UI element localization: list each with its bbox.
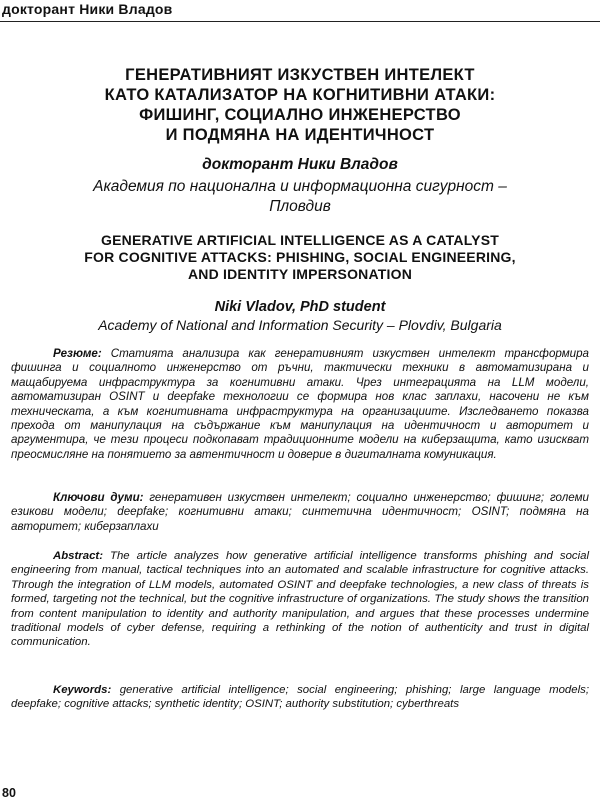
bulgarian-abstract xyxy=(11,347,589,462)
english-abstract xyxy=(11,549,589,650)
bulgarian-title-line: ГЕНЕРАТИВНИЯТ ИЗКУСТВЕН ИНТЕЛЕКТ xyxy=(125,66,475,84)
bulgarian-author: докторант Ники Владов xyxy=(202,156,398,173)
english-affiliation: Academy of National and Information Security – Plovdiv, Bulgaria xyxy=(98,317,502,333)
english-author: Niki Vladov, PhD student xyxy=(214,299,386,315)
bulgarian-abstract-text: Статията анализира как генеративният изкуствен интелект трансформира фишинга и социалното инженерство от ръчни, тактически техники в автоматизирана и мащабируема инфраструктура за когнитивни атаки. Чрез интеграцията на LLM модели, автоматизиран OSINT и deepfake технологии се формира нов клас заплахи, насочени не към техническата, а към когнитивната инфраструктура на организациите. Изследването показва прехода от манипулация на съдържание към манипулация на идентичност и авторитет и аргументира, че тези процеси подкопават традиционните модели на киберзащита, като изискват преосмисляне на понятието за автентичност и доверие в дигиталната комуникация. xyxy=(11,347,589,461)
bulgarian-title xyxy=(20,65,580,145)
page-number: 80 xyxy=(2,786,16,800)
bulgarian-keywords-label: Ключови думи: xyxy=(53,491,144,504)
english-keywords-text: generative artificial intelligence; social engineering; phishing; large language models; deepfake; cognitive attacks; synthetic identity; OSINT; authority substitution; cyberthreats xyxy=(11,684,589,711)
running-header-title: докторант Ники Владов xyxy=(2,1,173,17)
english-title-line: FOR COGNITIVE ATTACKS: PHISHING, SOCIAL ENGINEERING, xyxy=(84,249,516,265)
bulgarian-affiliation xyxy=(20,177,580,217)
bulgarian-affiliation-line: Академия по национална и информационна сигурност – xyxy=(93,178,507,195)
bulgarian-title-line: И ПОДМЯНА НА ИДЕНТИЧНОСТ xyxy=(165,126,435,144)
running-header xyxy=(0,0,600,22)
english-keywords xyxy=(11,683,589,712)
english-title-line: GENERATIVE ARTIFICIAL INTELLIGENCE AS A CATALYST xyxy=(101,232,499,248)
english-keywords-label: Keywords: xyxy=(53,684,112,696)
bulgarian-affiliation-line: Пловдив xyxy=(269,198,331,215)
bulgarian-abstract-label: Резюме: xyxy=(53,347,102,360)
bulgarian-keywords xyxy=(11,491,589,534)
bulgarian-keywords-text: генеративен изкуствен интелект; социално инженерство; фишинг; големи езикови модели; deepfake; когнитивни атаки; синтетична идентичност; OSINT; подмяна на авторитет; киберзаплахи xyxy=(11,491,589,533)
english-title-line: AND IDENTITY IMPERSONATION xyxy=(187,266,413,282)
english-abstract-label: Abstract: xyxy=(53,550,104,562)
bulgarian-title-line: КАТО КАТАЛИЗАТОР НА КОГНИТИВНИ АТАКИ: xyxy=(104,86,496,104)
english-abstract-text: The article analyzes how generative artificial intelligence transforms phishing and social engineering from manual, tactical techniques into an automated and scalable infrastructure for cognitive attacks. Through the integration of LLM models, automated OSINT and deepfake technologies, a new class of threats is formed, targeting not the technical, but the cognitive infrastructure of organizations. The study shows the transition from content manipulation to identity and authority manipulation, and argues that these processes undermine traditional models of cyber defense, requiring a rethinking of the notion of authenticity and trust in digital communication. xyxy=(11,550,589,649)
english-title xyxy=(10,232,590,283)
bulgarian-title-line: ФИШИНГ, СОЦИАЛНО ИНЖЕНЕРСТВО xyxy=(139,106,461,124)
